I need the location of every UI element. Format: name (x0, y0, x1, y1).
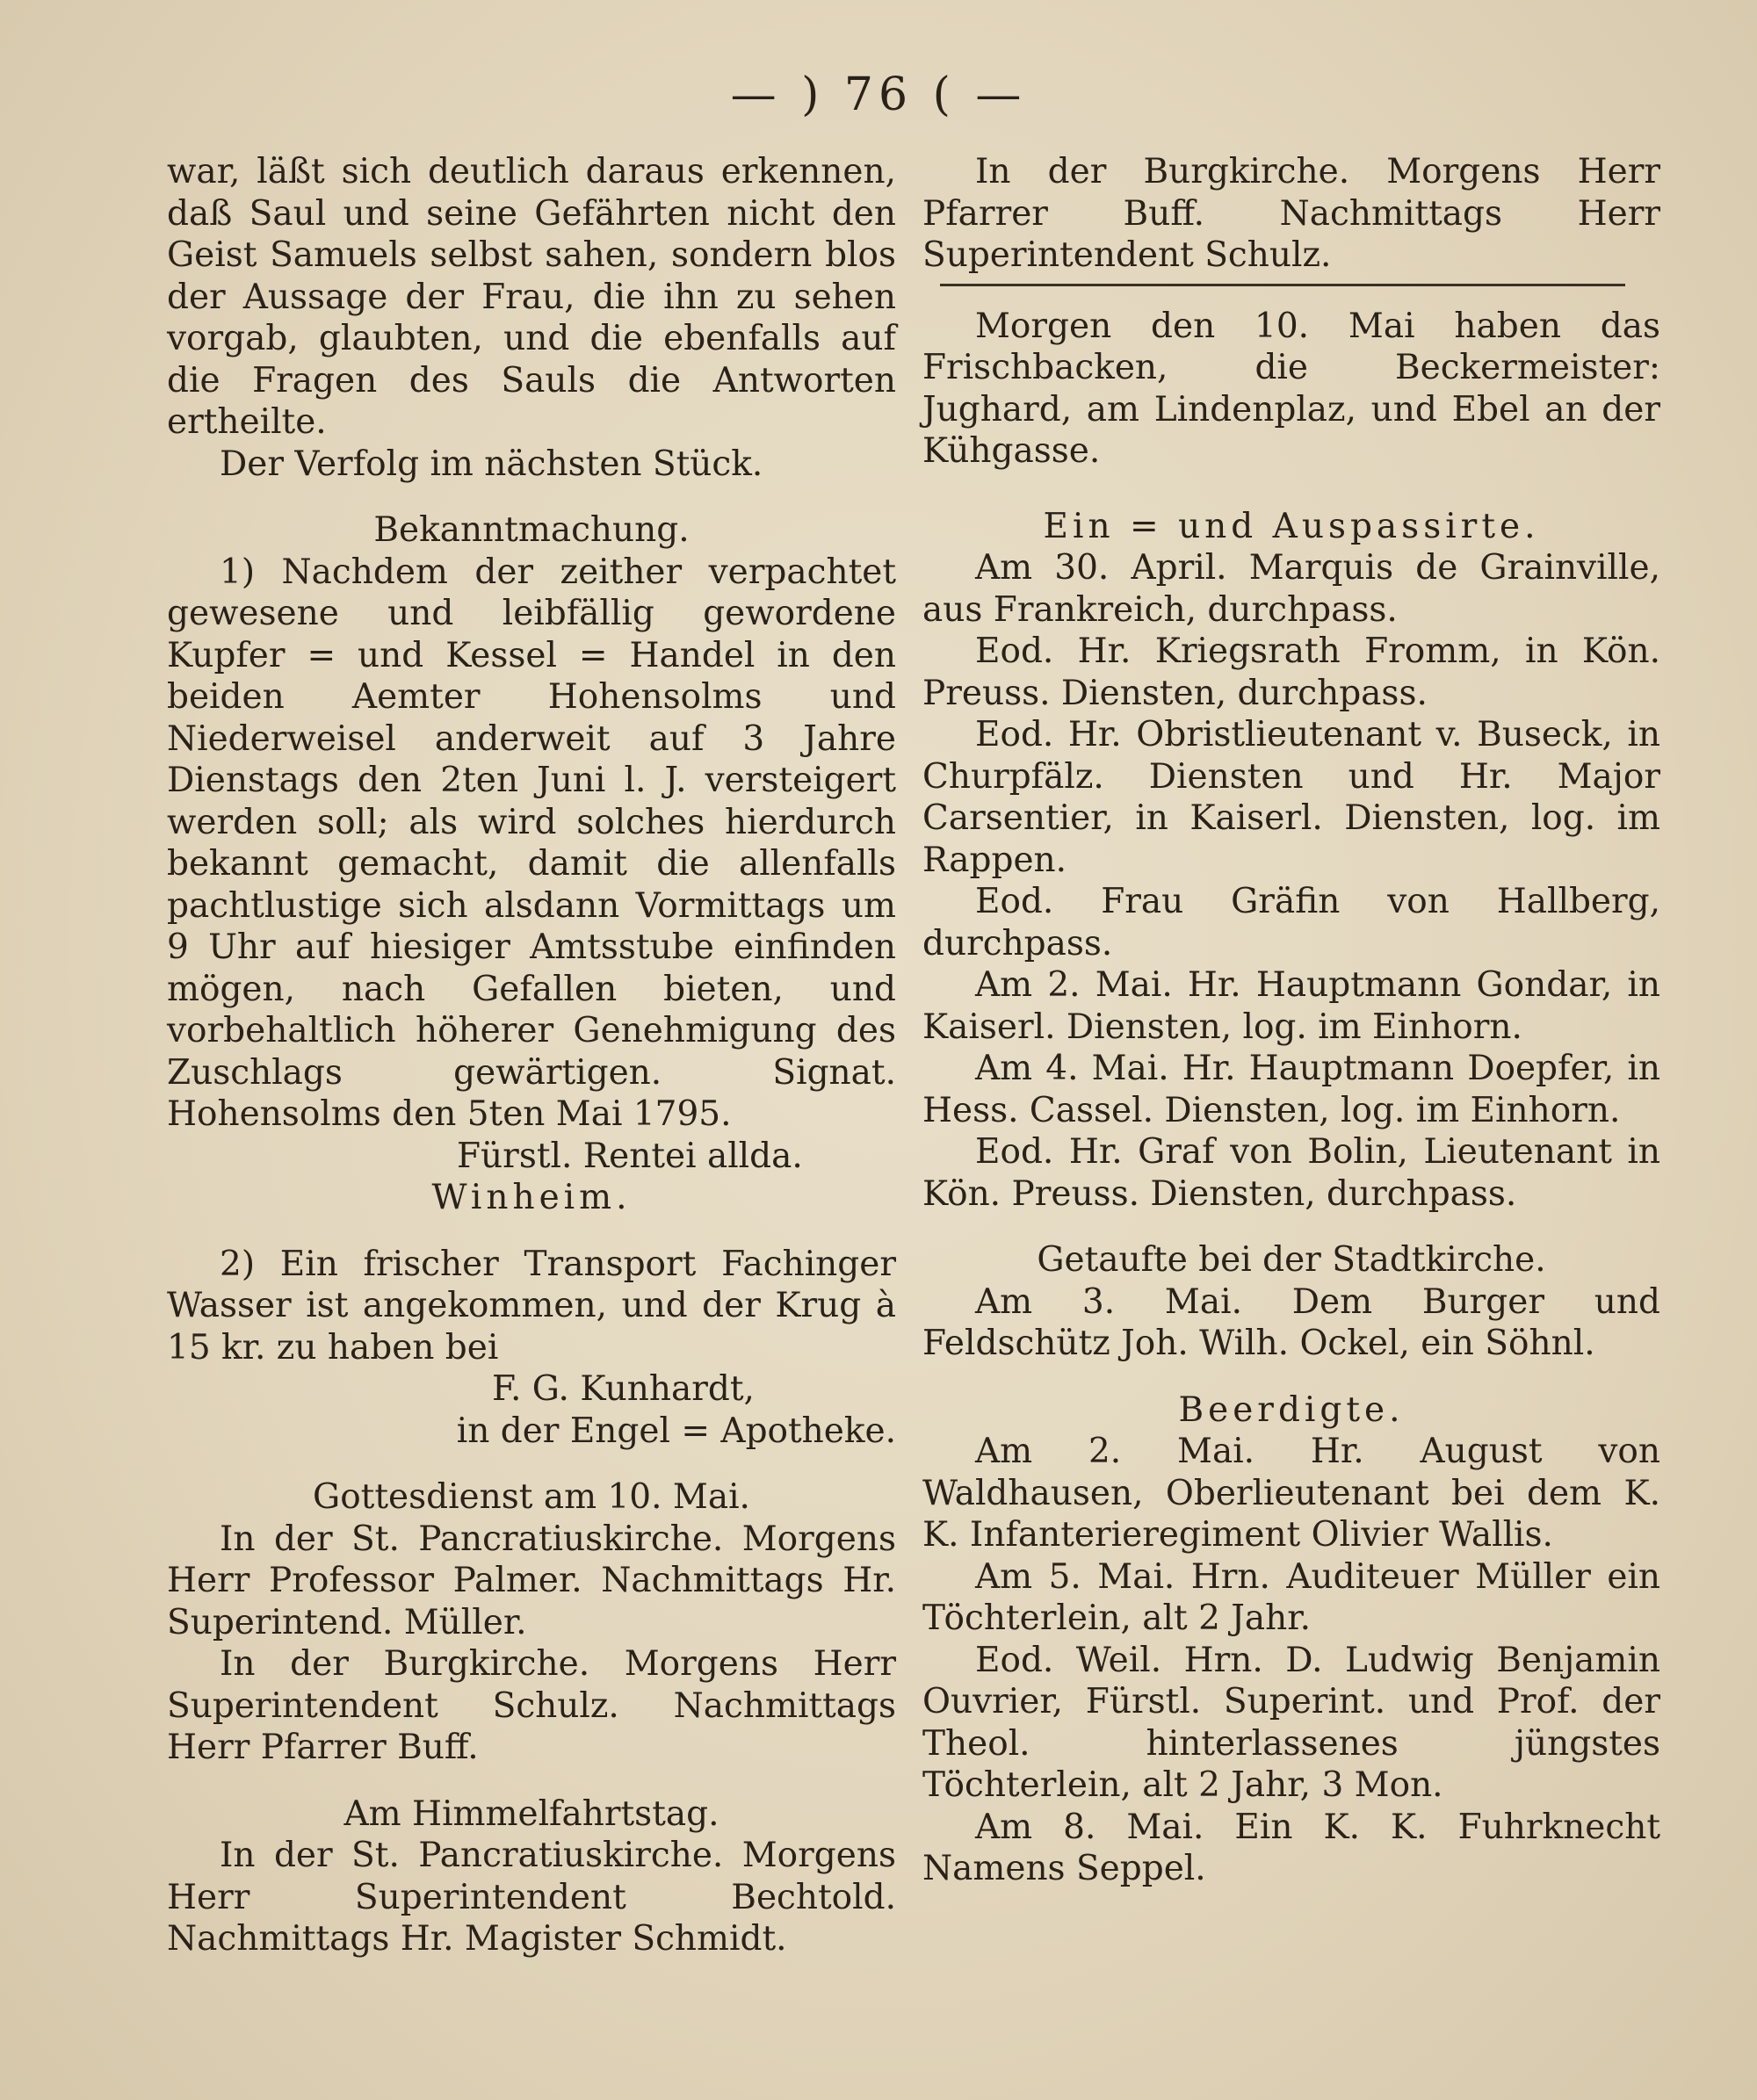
traveler-entry: Eod. Hr. Graf von Bolin, Lieutenant in Kön. Preuss. Diensten, durchpass. (922, 1132, 1660, 1214)
place-heading: Winheim. (431, 1178, 632, 1217)
page-header: — ) 76 ( — (730, 69, 1027, 121)
traveler-entry: Eod. Frau Gräfin von Hallberg, durchpass. (922, 882, 1660, 963)
burial-entry: Eod. Weil. Hrn. D. Ludwig Benjamin Ouvrier, Fürstl. Superint. und Prof. der Theol. hinterlassenes jüngstes Töchterlein, alt 2 Jahr, 3 Mon. (922, 1640, 1660, 1805)
right-column (922, 151, 1660, 1890)
section-divider (940, 284, 1625, 286)
article-continuation: war, läßt sich deutlich daraus erkennen, daß Saul und seine Gefährten nicht den Geist Samuels selbst sahen, sondern blos der Aussage der Frau, die ihn zu sehen vorgab, glaubten, und die ebenfalls auf die Fragen des Sauls die Antworten ertheilte. (167, 152, 896, 442)
section-title-gottesdienst: Gottesdienst am 10. Mai. (313, 1477, 750, 1517)
service-entry: In der Burgkirche. Morgens Herr Pfarrer Buff. Nachmittags Herr Superintendent Schulz. (922, 152, 1660, 275)
burial-entry: Am 8. Mai. Ein K. K. Fuhrknecht Namens Seppel. (922, 1807, 1660, 1888)
bakery-notice: Morgen den 10. Mai haben das Frischbacken, die Beckermeister: Jughard, am Lindenplaz, und Ebel an der Kühgasse. (922, 306, 1660, 471)
traveler-entry: Am 2. Mai. Hr. Hauptmann Gondar, in Kaiserl. Diensten, log. im Einhorn. (922, 965, 1660, 1047)
baptism-entry: Am 3. Mai. Dem Burger und Feldschütz Joh. Wilh. Ockel, ein Söhnl. (922, 1281, 1660, 1363)
left-column (167, 151, 896, 1960)
section-title-beerdigte: Beerdigte. (1178, 1389, 1405, 1430)
section-title-passanten: Ein = und Auspassirte. (1043, 506, 1540, 546)
burial-entry: Am 2. Mai. Hr. August von Waldhausen, Oberlieutenant bei dem K. K. Infanterieregiment Olivier Wallis. (922, 1432, 1660, 1555)
service-entry: In der Burgkirche. Morgens Herr Superintendent Schulz. Nachmittags Herr Pfarrer Buff. (167, 1644, 896, 1767)
continued-note: Der Verfolg im nächsten Stück. (220, 444, 763, 484)
traveler-entry: Eod. Hr. Obristlieutenant v. Buseck, in Churpfälz. Diensten und Hr. Major Carsentier, in Kaiserl. Diensten, log. im Rappen. (922, 715, 1660, 880)
advertisement-text: 2) Ein frischer Transport Fachinger Wasser ist angekommen, und der Krug à 15 kr. zu haben bei (167, 1244, 896, 1368)
section-title-getaufte: Getaufte bei der Stadtkirche. (1037, 1240, 1546, 1280)
burial-entry: Am 5. Mai. Hrn. Auditeuer Müller ein Töchterlein, alt 2 Jahr. (922, 1556, 1660, 1638)
announcement-text: 1) Nachdem der zeither verpachtet gewesene und leibfällig gewordene Kupfer = und Kessel = Handel in den beiden Aemter Hohensolms und Niederweisel anderweit auf 3 Jahre Dienstags den 2ten Juni l. J. versteigert werden soll; als wird solches hierdurch bekannt gemacht, damit die allenfalls pachtlustige sich alsdann Vormittags um 9 Uhr auf hiesiger Amtsstube einfinden mögen, nach Gefallen bieten, und vorbehaltlich höherer Genehmigung des Zuschlags gewärtigen. Signat. Hohensolms den 5ten Mai 1795. (167, 552, 896, 1134)
service-entry: In der St. Pancratiuskirche. Morgens Herr Professor Palmer. Nachmittags Hr. Superintend. Müller. (167, 1519, 896, 1642)
traveler-entry: Eod. Hr. Kriegsrath Fromm, in Kön. Preuss. Diensten, durchpass. (922, 631, 1660, 713)
section-title-bekanntmachung: Bekanntmachung. (373, 510, 690, 550)
traveler-entry: Am 30. April. Marquis de Grainville, aus Frankreich, durchpass. (922, 548, 1660, 630)
advertisement-signature-name: F. G. Kunhardt, (492, 1369, 755, 1409)
announcement-signature: Fürstl. Rentei allda. (457, 1136, 803, 1176)
service-entry: In der St. Pancratiuskirche. Morgens Herr Superintendent Bechtold. Nachmittags Hr. Magister Schmidt. (167, 1836, 896, 1959)
advertisement-signature-place: in der Engel = Apotheke. (456, 1411, 896, 1451)
traveler-entry: Am 4. Mai. Hr. Hauptmann Doepfer, in Hess. Cassel. Diensten, log. im Einhorn. (922, 1049, 1660, 1130)
section-title-himmelfahrt: Am Himmelfahrtstag. (343, 1793, 719, 1834)
